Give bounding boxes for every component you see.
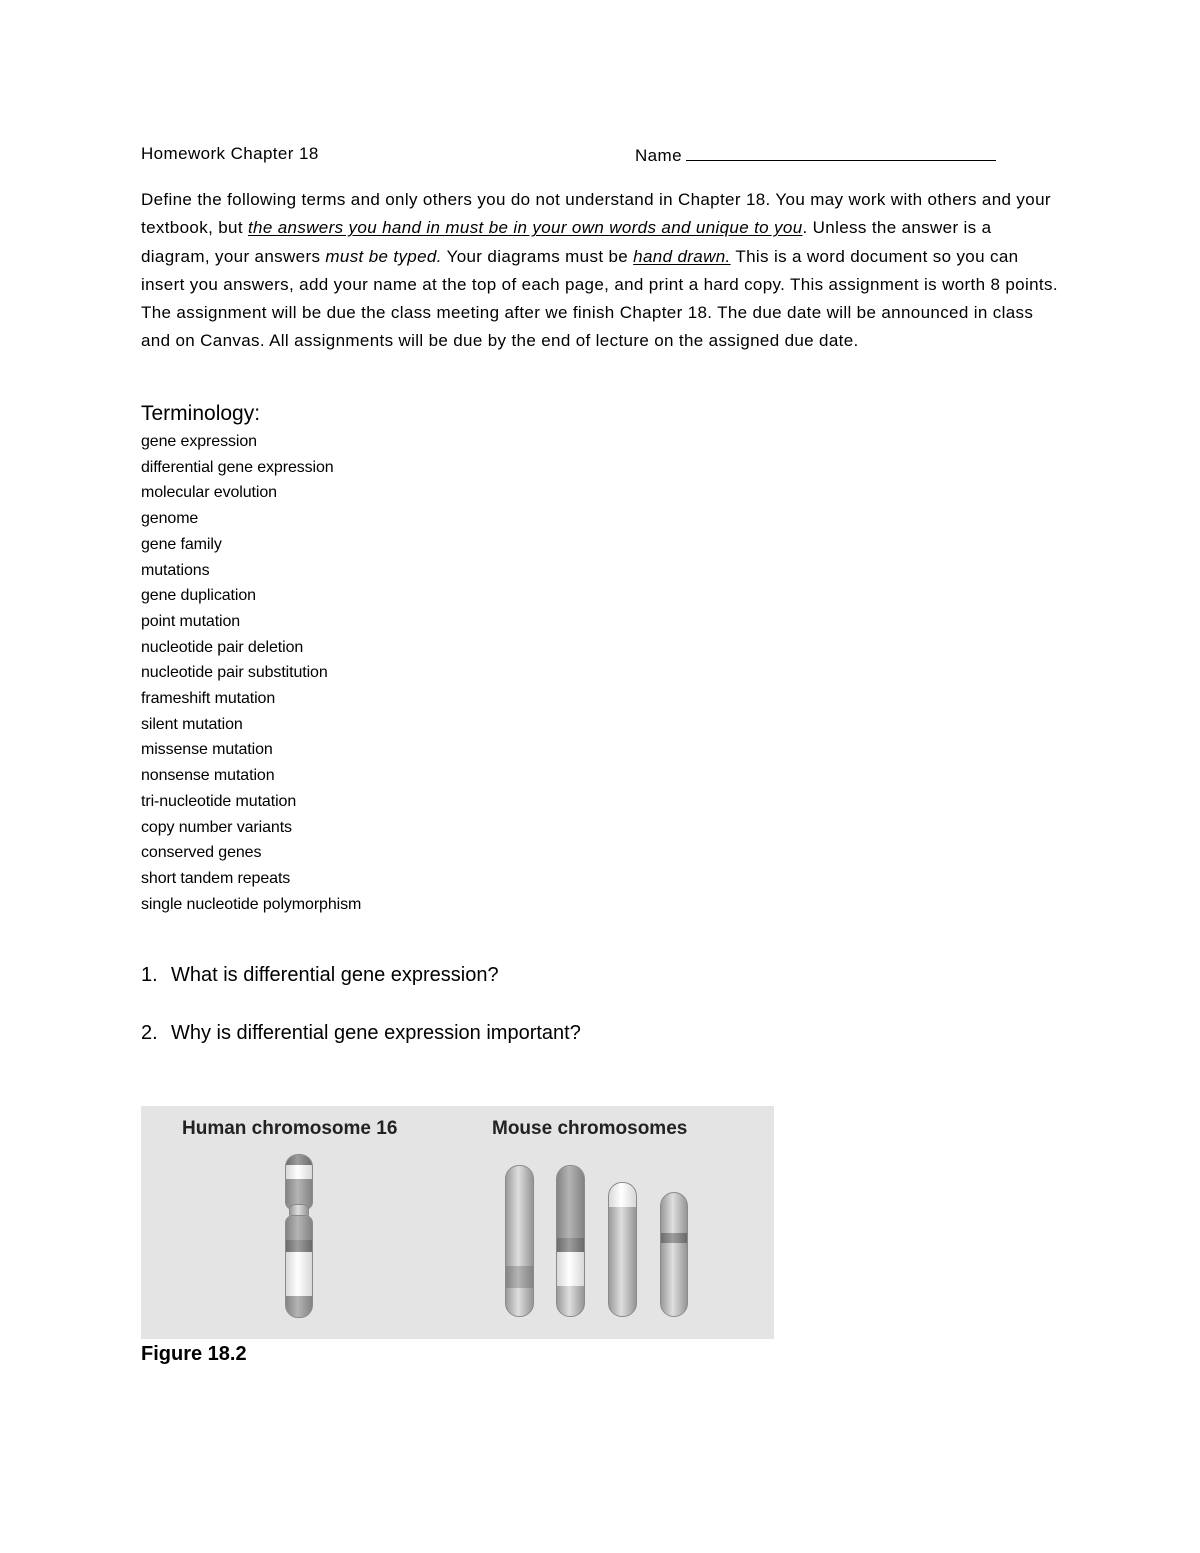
instructions-text-2: . Unless the answer is a diagram, your answers (141, 218, 992, 266)
instructions-emphasis-typed: must be typed. (325, 246, 442, 266)
term-item: differential gene expression (141, 458, 334, 476)
term-item: frameshift mutation (141, 690, 276, 708)
question-number: 2. (141, 1022, 158, 1044)
human-chromosome-upper-arm (285, 1154, 313, 1210)
mouse-chromosome-1 (505, 1165, 534, 1317)
page-title: Homework Chapter 18 (141, 144, 319, 163)
term-item: mutations (141, 561, 210, 579)
instructions-emphasis-own-words: the answers you hand in must be in your own words and unique to you (247, 218, 803, 238)
term-item: point mutation (141, 612, 241, 630)
name-blank-line[interactable] (686, 144, 996, 161)
term-item: conserved genes (141, 844, 262, 862)
term-item: gene duplication (141, 587, 256, 605)
question-number: 1. (141, 964, 158, 986)
figure-caption: Figure 18.2 (141, 1343, 247, 1365)
instructions-text-1: Define the following terms and only others you do not understand in Chapter 18. You may work with others and your textbook, but (141, 190, 1051, 238)
mouse-chromosome-4 (660, 1192, 688, 1317)
question-text: Why is differential gene expression important? (171, 1022, 581, 1044)
instructions-text-3: Your diagrams must be (441, 246, 634, 266)
mouse-chromosome-2 (556, 1165, 585, 1317)
question-2 (141, 1022, 581, 1045)
instructions-paragraph (141, 186, 1061, 356)
name-field (635, 144, 996, 166)
term-item: copy number variants (141, 818, 292, 836)
chromosome-figure (141, 1106, 774, 1339)
term-item: short tandem repeats (141, 869, 291, 887)
term-item: missense mutation (141, 741, 273, 759)
mouse-chromosomes-label: Mouse chromosomes (492, 1118, 688, 1139)
human-chromosome-label: Human chromosome 16 (182, 1118, 398, 1139)
instructions-emphasis-hand-drawn: hand drawn. (633, 246, 731, 266)
human-chromosome-lower-arm (285, 1215, 313, 1318)
term-item: tri-nucleotide mutation (141, 792, 297, 810)
term-item: single nucleotide polymorphism (141, 895, 362, 913)
term-item: gene expression (141, 433, 257, 450)
term-item: genome (141, 510, 199, 528)
header (141, 144, 1021, 168)
term-item: gene family (141, 535, 222, 553)
mouse-chromosome-3 (608, 1182, 637, 1317)
term-item: silent mutation (141, 715, 243, 733)
name-label: Name (635, 146, 682, 165)
instructions-text-4: This is a word document so you can insert you answers, add your name at the top of each page, and print a hard copy. This assignment is worth 8 points. The assignment will be due the class meeting after we finish Chapter 18. The due date will be announced in class and on Canvas. All assignments will be due by the end of lecture on the assigned due date. (141, 246, 1058, 351)
terminology-list (141, 429, 361, 917)
term-item: nonsense mutation (141, 767, 275, 785)
question-1 (141, 964, 499, 987)
term-item: nucleotide pair deletion (141, 638, 304, 656)
term-item: nucleotide pair substitution (141, 664, 328, 682)
terminology-heading: Terminology: (141, 402, 261, 425)
question-text: What is differential gene expression? (171, 964, 499, 986)
term-item: molecular evolution (141, 484, 277, 502)
